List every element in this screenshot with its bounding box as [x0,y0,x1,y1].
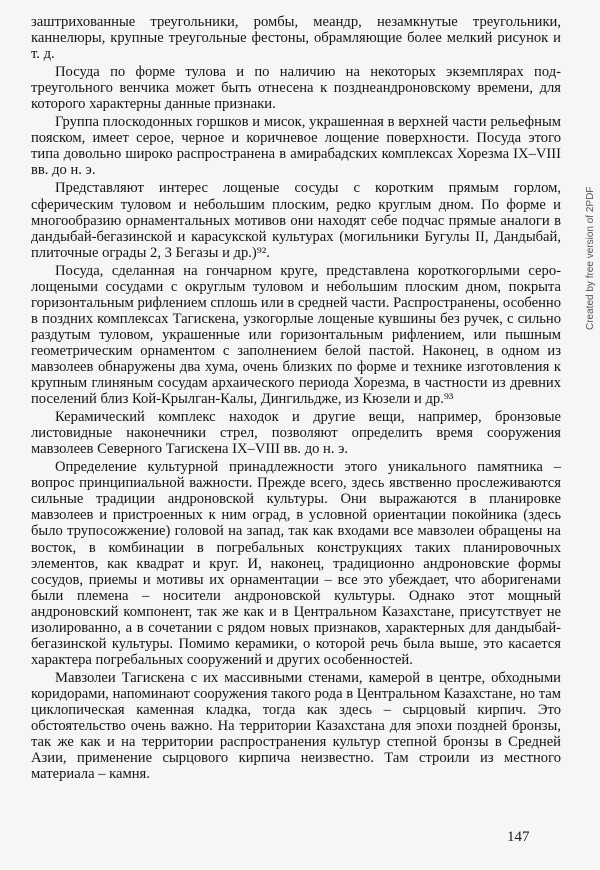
page-number: 147 [507,829,530,845]
watermark-text: Created by free version of 2PDF [585,186,596,330]
body-text [31,14,561,784]
paragraph-4: Представляют интерес лощеные сосуды с коротким прямым горлом, сферическим туловом и небольшим плоским, редко круглым дном. По форме и многообразию орнаментальных мотивов они находят себе подчас прямые аналоги в дандыбай-бегазинской и карасукской культурах (могильники Бугулы II, Дандыбай, плиточные ограды 2, 3 Бегазы и др.)⁹². [31,180,561,261]
paragraph-6: Керамический комплекс находок и другие вещи, например, бронзовые листовидные наконечники стрел, позволяют определить время сооружения мавзолеев Северного Тагискена IX–VIII вв. до н. э. [31,409,561,458]
paragraph-8: Мавзолеи Тагискена с их массивными стенами, камерой в центре, обходными коридорами, напоминают сооружения такого рода в Центральном Казахстане, но там циклопическая каменная кладка, тогда как здесь – сырцовый кирпич. Это обстоятельство очень важно. На территории Казахстана для эпохи поздней бронзы, так же как и на территории распространения культур степной бронзы в Средней Азии, применение сырцового кирпича неизвестно. Там строили из местного материала – камня. [31,669,561,783]
paragraph-3: Группа плоскодонных горшков и мисок, украшенная в верхней части рельефным пояском, имеет серое, черное и коричневое лощение поверхности. Посуда этого типа довольно широко распространена в амирабадских комплексах Хорезма IX–VIII вв. до н. э. [31,114,561,179]
paragraph-5: Посуда, сделанная на гончарном круге, представлена короткогорлыми серо-лощеными сосудами с округлым туловом и небольшим плоским дном, покрыта горизонтальным рифлением сплошь или в средней части. Распространены, особенно в поздних комплексах Тагискена, узкогорлые лощеные кувшины без ручек, с сильно раздутым туловом, украшенные или горизонтальным рифлением, или пышным геометрическим орнаментом с заполнением белой пастой. Наконец, в одном из мавзолеев обнаружены два хума, очень близких по форме и технике изготовления к крупным глиняным сосудам архаического периода Хорезма, в частности из древних поселений близ Кой-Крылган-Калы, Дингильдже, из Кюзели и др.⁹³ [31,262,561,408]
paragraph-7: Определение культурной принадлежности этого уникального памятника – вопрос принципиальной важности. Прежде всего, здесь явственно прослеживаются сильные традиции андроновской культуры. Они выражаются в планировке мавзолеев и пристроенных к ним оград, в условной ориентации покойника (здесь было трупосожжение) головой на запад, так как входами все мавзолеи обращены на восток, в комбинации в погребальных конструкциях таких планировочных элементов, как квадрат и круг. И, наконец, традиционно андроновские формы сосудов, приемы и мотивы их орнаментации – все это убеждает, что аборигенами были племена – носители андроновской культуры. Однако этот мощный андроновский компонент, так же как и в Центральном Казахстане, присутствует не изолированно, а в сочетании с рядом новых признаков, характерных для дандыбай-бегазинской культуры. Помимо керамики, о которой речь была выше, это касается характера погребальных сооружений и других особенностей. [31,459,561,668]
paragraph-2: Посуда по форме тулова и по наличию на некоторых экземплярах подтреугольного венчика может быть отнесена к позднеандроновскому времени, для которого характерны данные признаки. [31,64,561,113]
watermark [585,170,597,330]
paragraph-1: заштрихованные треугольники, ромбы, меандр, незамкнутые треугольники, каннелюры, крупные треугольные фестоны, обрамляющие более мелкий рисунок и т. д. [31,14,561,63]
